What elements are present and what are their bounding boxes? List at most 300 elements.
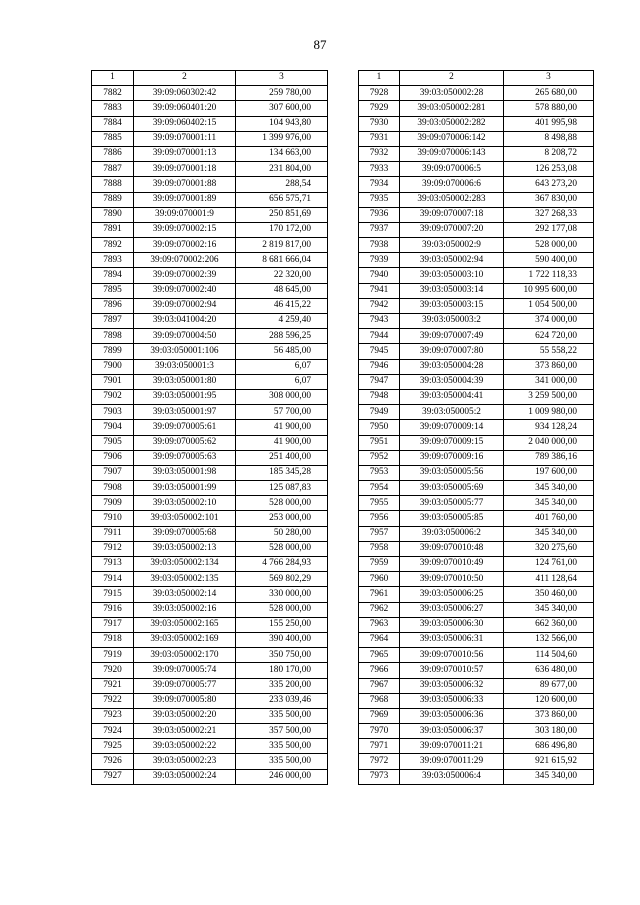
cadastral-number-cell: 39:09:070010:57 [400, 663, 504, 678]
value-cell: 231 804,00 [236, 162, 328, 177]
value-cell: 2 040 000,00 [504, 435, 594, 450]
cadastral-number-cell: 39:03:050006:27 [400, 602, 504, 617]
table-row [92, 298, 328, 313]
value-cell: 265 680,00 [504, 86, 594, 101]
row-number-cell: 7953 [359, 465, 400, 480]
row-number-cell: 7964 [359, 632, 400, 647]
cadastral-number-cell: 39:03:050002:14 [134, 587, 236, 602]
row-number-cell: 7891 [92, 222, 134, 237]
table-row [359, 177, 594, 192]
table-row [359, 405, 594, 420]
value-cell: 3 259 500,00 [504, 389, 594, 404]
table-row [92, 131, 328, 146]
value-cell: 350 460,00 [504, 587, 594, 602]
value-cell: 335 500,00 [236, 754, 328, 769]
row-number-cell: 7942 [359, 298, 400, 313]
value-cell: 1 054 500,00 [504, 298, 594, 313]
cadastral-number-cell: 39:03:050004:28 [400, 359, 504, 374]
cadastral-number-cell: 39:03:050004:41 [400, 389, 504, 404]
value-cell: 132 566,00 [504, 632, 594, 647]
table-row [359, 632, 594, 647]
cadastral-number-cell: 39:03:050002:21 [134, 724, 236, 739]
row-number-cell: 7921 [92, 678, 134, 693]
value-cell: 288 596,25 [236, 329, 328, 344]
cadastral-number-cell: 39:03:050001:98 [134, 465, 236, 480]
value-cell: 373 860,00 [504, 359, 594, 374]
row-number-cell: 7935 [359, 192, 400, 207]
cadastral-number-cell: 39:09:070007:18 [400, 207, 504, 222]
row-number-cell: 7892 [92, 238, 134, 253]
row-number-cell: 7961 [359, 587, 400, 602]
row-number-cell: 7957 [359, 526, 400, 541]
value-cell: 22 320,00 [236, 268, 328, 283]
cadastral-number-cell: 39:03:041004:20 [134, 314, 236, 329]
table-row [92, 648, 328, 663]
value-cell: 55 558,22 [504, 344, 594, 359]
value-cell: 401 995,98 [504, 116, 594, 131]
table-row [92, 693, 328, 708]
row-number-cell: 7923 [92, 708, 134, 723]
row-number-cell: 7965 [359, 648, 400, 663]
row-number-cell: 7951 [359, 435, 400, 450]
value-cell: 390 400,00 [236, 632, 328, 647]
table-row [92, 101, 328, 116]
row-number-cell: 7912 [92, 541, 134, 556]
cadastral-number-cell: 39:03:050002:170 [134, 648, 236, 663]
table-row [359, 314, 594, 329]
cadastral-number-cell: 39:03:050003:2 [400, 314, 504, 329]
table-row [92, 359, 328, 374]
value-cell: 125 087,83 [236, 481, 328, 496]
cadastral-number-cell: 39:09:070001:89 [134, 192, 236, 207]
table-row [92, 708, 328, 723]
column-header-number: 1 [92, 71, 134, 86]
table-row [359, 329, 594, 344]
table-row [92, 632, 328, 647]
value-cell: 357 500,00 [236, 724, 328, 739]
cadastral-number-cell: 39:09:070009:15 [400, 435, 504, 450]
table-row [359, 572, 594, 587]
cadastral-number-cell: 39:09:070010:50 [400, 572, 504, 587]
cadastral-number-cell: 39:09:070001:11 [134, 131, 236, 146]
column-header-value: 3 [236, 71, 328, 86]
row-number-cell: 7963 [359, 617, 400, 632]
cadastral-number-cell: 39:03:050001:106 [134, 344, 236, 359]
row-number-cell: 7911 [92, 526, 134, 541]
table-row [359, 739, 594, 754]
row-number-cell: 7939 [359, 253, 400, 268]
value-cell: 180 170,00 [236, 663, 328, 678]
table-row [359, 617, 594, 632]
value-cell: 134 663,00 [236, 146, 328, 161]
cadastral-table-right [358, 70, 594, 785]
table-row [92, 739, 328, 754]
table-row [359, 253, 594, 268]
row-number-cell: 7885 [92, 131, 134, 146]
table-row [359, 101, 594, 116]
value-cell: 307 600,00 [236, 101, 328, 116]
cadastral-number-cell: 39:03:050005:69 [400, 481, 504, 496]
row-number-cell: 7910 [92, 511, 134, 526]
cadastral-number-cell: 39:09:070002:39 [134, 268, 236, 283]
cadastral-number-cell: 39:09:070005:62 [134, 435, 236, 450]
row-number-cell: 7896 [92, 298, 134, 313]
table-row [359, 374, 594, 389]
row-number-cell: 7906 [92, 450, 134, 465]
cadastral-number-cell: 39:09:070005:80 [134, 693, 236, 708]
cadastral-number-cell: 39:03:050002:101 [134, 511, 236, 526]
cadastral-number-cell: 39:09:070002:16 [134, 238, 236, 253]
cadastral-number-cell: 39:03:050006:36 [400, 708, 504, 723]
cadastral-number-cell: 39:09:070002:94 [134, 298, 236, 313]
cadastral-number-cell: 39:03:050005:77 [400, 496, 504, 511]
cadastral-number-cell: 39:03:050002:23 [134, 754, 236, 769]
table-row [92, 557, 328, 572]
row-number-cell: 7918 [92, 632, 134, 647]
table-row [92, 663, 328, 678]
table-row [92, 450, 328, 465]
cadastral-number-cell: 39:09:060302:42 [134, 86, 236, 101]
value-cell: 374 000,00 [504, 314, 594, 329]
table-row [92, 314, 328, 329]
cadastral-number-cell: 39:03:050001:80 [134, 374, 236, 389]
table-row [359, 420, 594, 435]
row-number-cell: 7966 [359, 663, 400, 678]
row-number-cell: 7924 [92, 724, 134, 739]
row-number-cell: 7973 [359, 769, 400, 784]
table-row [92, 602, 328, 617]
value-cell: 8 208,72 [504, 146, 594, 161]
cadastral-number-cell: 39:09:070005:61 [134, 420, 236, 435]
cadastral-number-cell: 39:03:050002:9 [400, 238, 504, 253]
row-number-cell: 7930 [359, 116, 400, 131]
cadastral-number-cell: 39:03:050002:283 [400, 192, 504, 207]
cadastral-number-cell: 39:03:050002:281 [400, 101, 504, 116]
cadastral-number-cell: 39:09:070001:9 [134, 207, 236, 222]
value-cell: 288,54 [236, 177, 328, 192]
cadastral-number-cell: 39:09:070010:56 [400, 648, 504, 663]
table-row [92, 420, 328, 435]
value-cell: 330 000,00 [236, 587, 328, 602]
table-row [359, 496, 594, 511]
cadastral-number-cell: 39:09:070005:63 [134, 450, 236, 465]
cadastral-number-cell: 39:09:070005:77 [134, 678, 236, 693]
row-number-cell: 7894 [92, 268, 134, 283]
table-row [359, 298, 594, 313]
value-cell: 56 485,00 [236, 344, 328, 359]
cadastral-number-cell: 39:09:070010:49 [400, 557, 504, 572]
value-cell: 528 000,00 [236, 496, 328, 511]
row-number-cell: 7962 [359, 602, 400, 617]
cadastral-number-cell: 39:03:050002:10 [134, 496, 236, 511]
row-number-cell: 7949 [359, 405, 400, 420]
table-row [92, 344, 328, 359]
cadastral-number-cell: 39:09:070011:29 [400, 754, 504, 769]
row-number-cell: 7913 [92, 557, 134, 572]
table-row [359, 222, 594, 237]
table-row [359, 435, 594, 450]
page-number: 87 [313, 37, 327, 52]
row-number-cell: 7897 [92, 314, 134, 329]
row-number-cell: 7925 [92, 739, 134, 754]
table-row [359, 86, 594, 101]
row-number-cell: 7937 [359, 222, 400, 237]
table-row [92, 253, 328, 268]
row-number-cell: 7958 [359, 541, 400, 556]
value-cell: 233 039,46 [236, 693, 328, 708]
cadastral-number-cell: 39:09:060402:15 [134, 116, 236, 131]
value-cell: 292 177,08 [504, 222, 594, 237]
table-row [92, 207, 328, 222]
row-number-cell: 7917 [92, 617, 134, 632]
table-row [92, 162, 328, 177]
table-row [359, 769, 594, 784]
value-cell: 789 386,16 [504, 450, 594, 465]
table-row [359, 131, 594, 146]
row-number-cell: 7927 [92, 769, 134, 784]
value-cell: 6,07 [236, 359, 328, 374]
cadastral-number-cell: 39:03:050002:16 [134, 602, 236, 617]
table-row [92, 678, 328, 693]
value-cell: 41 900,00 [236, 420, 328, 435]
row-number-cell: 7893 [92, 253, 134, 268]
cadastral-number-cell: 39:03:050006:37 [400, 724, 504, 739]
cadastral-number-cell: 39:09:070009:16 [400, 450, 504, 465]
cadastral-number-cell: 39:09:070007:20 [400, 222, 504, 237]
table-row [359, 708, 594, 723]
cadastral-number-cell: 39:03:050002:165 [134, 617, 236, 632]
table-row [92, 222, 328, 237]
table-row [92, 192, 328, 207]
cadastral-number-cell: 39:09:070006:143 [400, 146, 504, 161]
table-row [92, 116, 328, 131]
value-cell: 10 995 600,00 [504, 283, 594, 298]
row-number-cell: 7959 [359, 557, 400, 572]
row-number-cell: 7947 [359, 374, 400, 389]
value-cell: 253 000,00 [236, 511, 328, 526]
row-number-cell: 7933 [359, 162, 400, 177]
row-number-cell: 7882 [92, 86, 134, 101]
cadastral-number-cell: 39:03:050005:85 [400, 511, 504, 526]
table-row [92, 617, 328, 632]
table-row [92, 177, 328, 192]
value-cell: 345 340,00 [504, 526, 594, 541]
row-number-cell: 7889 [92, 192, 134, 207]
value-cell: 259 780,00 [236, 86, 328, 101]
table-row [359, 146, 594, 161]
row-number-cell: 7926 [92, 754, 134, 769]
cadastral-number-cell: 39:09:070011:21 [400, 739, 504, 754]
value-cell: 155 250,00 [236, 617, 328, 632]
cadastral-number-cell: 39:03:050005:2 [400, 405, 504, 420]
row-number-cell: 7941 [359, 283, 400, 298]
value-cell: 335 500,00 [236, 708, 328, 723]
row-number-cell: 7936 [359, 207, 400, 222]
table-row [92, 769, 328, 784]
value-cell: 1 009 980,00 [504, 405, 594, 420]
row-number-cell: 7967 [359, 678, 400, 693]
table-row [359, 450, 594, 465]
row-number-cell: 7899 [92, 344, 134, 359]
row-number-cell: 7905 [92, 435, 134, 450]
value-cell: 411 128,64 [504, 572, 594, 587]
table-row [92, 268, 328, 283]
row-number-cell: 7902 [92, 389, 134, 404]
value-cell: 89 677,00 [504, 678, 594, 693]
cadastral-number-cell: 39:03:050002:94 [400, 253, 504, 268]
cadastral-number-cell: 39:09:070006:142 [400, 131, 504, 146]
cadastral-number-cell: 39:03:050002:22 [134, 739, 236, 754]
cadastral-number-cell: 39:09:070005:74 [134, 663, 236, 678]
table-row [359, 359, 594, 374]
table-row [359, 541, 594, 556]
row-number-cell: 7972 [359, 754, 400, 769]
cadastral-number-cell: 39:09:070005:68 [134, 526, 236, 541]
row-number-cell: 7908 [92, 481, 134, 496]
table-row [92, 541, 328, 556]
cadastral-number-cell: 39:03:050003:15 [400, 298, 504, 313]
cadastral-number-cell: 39:03:050003:14 [400, 283, 504, 298]
value-cell: 350 750,00 [236, 648, 328, 663]
row-number-cell: 7931 [359, 131, 400, 146]
table-row [359, 678, 594, 693]
cadastral-number-cell: 39:09:070006:5 [400, 162, 504, 177]
table-row [92, 329, 328, 344]
value-cell: 578 880,00 [504, 101, 594, 116]
cadastral-number-cell: 39:09:070004:50 [134, 329, 236, 344]
value-cell: 528 000,00 [504, 238, 594, 253]
value-cell: 8 498,88 [504, 131, 594, 146]
table-row [359, 602, 594, 617]
cadastral-number-cell: 39:03:050002:24 [134, 769, 236, 784]
value-cell: 104 943,80 [236, 116, 328, 131]
cadastral-number-cell: 39:03:050002:28 [400, 86, 504, 101]
table-row [92, 572, 328, 587]
table-row [359, 238, 594, 253]
table-row [359, 693, 594, 708]
row-number-cell: 7950 [359, 420, 400, 435]
row-number-cell: 7970 [359, 724, 400, 739]
cadastral-number-cell: 39:09:060401:20 [134, 101, 236, 116]
value-cell: 4 259,40 [236, 314, 328, 329]
value-cell: 124 761,00 [504, 557, 594, 572]
table-row [359, 283, 594, 298]
row-number-cell: 7915 [92, 587, 134, 602]
value-cell: 114 504,60 [504, 648, 594, 663]
cadastral-number-cell: 39:03:050005:56 [400, 465, 504, 480]
value-cell: 345 340,00 [504, 481, 594, 496]
cadastral-number-cell: 39:03:050006:4 [400, 769, 504, 784]
row-number-cell: 7971 [359, 739, 400, 754]
table-row [359, 648, 594, 663]
cadastral-number-cell: 39:03:050001:97 [134, 405, 236, 420]
row-number-cell: 7903 [92, 405, 134, 420]
value-cell: 50 280,00 [236, 526, 328, 541]
row-number-cell: 7886 [92, 146, 134, 161]
value-cell: 624 720,00 [504, 329, 594, 344]
cadastral-number-cell: 39:03:050002:20 [134, 708, 236, 723]
table-row [359, 754, 594, 769]
table-row [359, 481, 594, 496]
value-cell: 48 645,00 [236, 283, 328, 298]
row-number-cell: 7945 [359, 344, 400, 359]
cadastral-number-cell: 39:03:050001:95 [134, 389, 236, 404]
table-row [359, 465, 594, 480]
row-number-cell: 7956 [359, 511, 400, 526]
value-cell: 643 273,20 [504, 177, 594, 192]
cadastral-number-cell: 39:03:050002:169 [134, 632, 236, 647]
row-number-cell: 7968 [359, 693, 400, 708]
value-cell: 373 860,00 [504, 708, 594, 723]
row-number-cell: 7946 [359, 359, 400, 374]
value-cell: 308 000,00 [236, 389, 328, 404]
row-number-cell: 7928 [359, 86, 400, 101]
value-cell: 921 615,92 [504, 754, 594, 769]
value-cell: 590 400,00 [504, 253, 594, 268]
row-number-cell: 7890 [92, 207, 134, 222]
value-cell: 528 000,00 [236, 602, 328, 617]
value-cell: 335 500,00 [236, 739, 328, 754]
row-number-cell: 7901 [92, 374, 134, 389]
cadastral-number-cell: 39:09:070007:49 [400, 329, 504, 344]
table-row [92, 754, 328, 769]
value-cell: 197 600,00 [504, 465, 594, 480]
value-cell: 345 340,00 [504, 769, 594, 784]
value-cell: 934 128,24 [504, 420, 594, 435]
table-row [92, 389, 328, 404]
cadastral-number-cell: 39:09:070001:88 [134, 177, 236, 192]
row-number-cell: 7955 [359, 496, 400, 511]
table-row [92, 86, 328, 101]
table-row [359, 268, 594, 283]
value-cell: 1 722 118,33 [504, 268, 594, 283]
row-number-cell: 7960 [359, 572, 400, 587]
value-cell: 246 000,00 [236, 769, 328, 784]
column-header-number: 1 [359, 71, 400, 86]
table-row [359, 116, 594, 131]
row-number-cell: 7907 [92, 465, 134, 480]
row-number-cell: 7932 [359, 146, 400, 161]
value-cell: 4 766 284,93 [236, 557, 328, 572]
row-number-cell: 7904 [92, 420, 134, 435]
cadastral-number-cell: 39:09:070002:40 [134, 283, 236, 298]
row-number-cell: 7916 [92, 602, 134, 617]
cadastral-number-cell: 39:03:050004:39 [400, 374, 504, 389]
value-cell: 6,07 [236, 374, 328, 389]
row-number-cell: 7887 [92, 162, 134, 177]
value-cell: 320 275,60 [504, 541, 594, 556]
value-cell: 401 760,00 [504, 511, 594, 526]
value-cell: 636 480,00 [504, 663, 594, 678]
cadastral-number-cell: 39:09:070006:6 [400, 177, 504, 192]
row-number-cell: 7909 [92, 496, 134, 511]
table-row [92, 374, 328, 389]
cadastral-number-cell: 39:03:050002:282 [400, 116, 504, 131]
table-row [359, 511, 594, 526]
table-row [359, 724, 594, 739]
row-number-cell: 7898 [92, 329, 134, 344]
row-number-cell: 7944 [359, 329, 400, 344]
table-row [92, 283, 328, 298]
table-row [359, 557, 594, 572]
column-header-cadastral-number: 2 [400, 71, 504, 86]
row-number-cell: 7884 [92, 116, 134, 131]
table-row [92, 405, 328, 420]
cadastral-number-cell: 39:03:050002:134 [134, 557, 236, 572]
cadastral-number-cell: 39:03:050006:32 [400, 678, 504, 693]
row-number-cell: 7895 [92, 283, 134, 298]
row-number-cell: 7940 [359, 268, 400, 283]
